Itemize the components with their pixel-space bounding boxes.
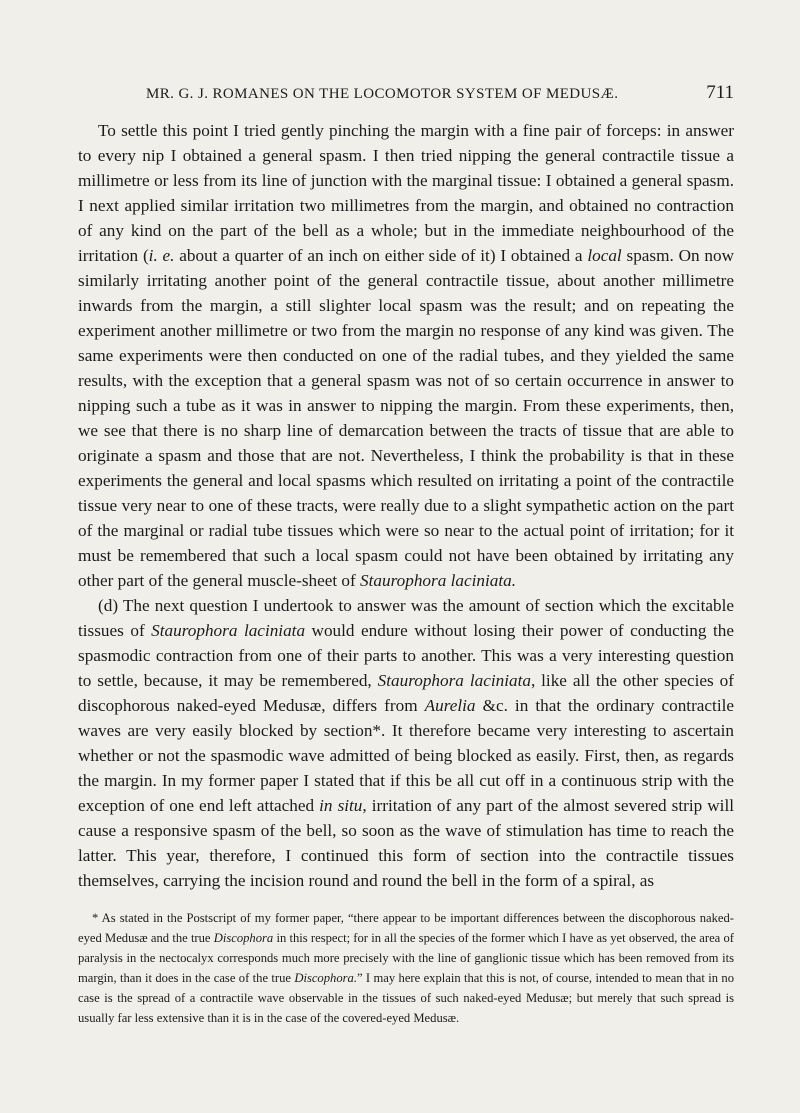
genus-name: Aurelia xyxy=(424,696,476,715)
text-run: The next question I undertook to answer was the amount of section which the excitable tissues of xyxy=(78,596,734,640)
taxon-name: Discophora xyxy=(213,931,274,945)
body-text xyxy=(78,118,734,893)
text-run: To settle this point I tried gently pinching the margin with a fine pair of forceps: in answer to every nip I obtained a general spasm. I then tried nipping the general contractile tissue a millimetre or less from its line of junction with the marginal tissue: I obtained a general spasm. I next applied similar irritation two millimetres from the margin, and obtained no contraction of any kind on the part of the bell as a whole; but in the immediate neighbourhood of the irritation ( xyxy=(78,121,734,265)
italic-text: i. e. xyxy=(148,246,175,265)
running-header xyxy=(146,82,734,104)
text-run: about a quarter of an inch on either side of it) I obtained a xyxy=(174,246,588,265)
text-run: &c. in that the ordinary contractile waves are very easily blocked by section*. It therefore became very interesting to ascertain whether or not the spasmodic wave admitted of being blocked as easily. First, then, as regards the margin. In my former paper I stated that if this be all cut off in a continuous strip with the exception of one end left attached xyxy=(78,696,734,815)
text-run: would endure without losing their power of conducting the spasmodic contraction from one of their parts to another. This was a very interesting question to settle, because, it may be remembered, xyxy=(78,621,734,690)
page-number: 711 xyxy=(706,82,734,103)
paragraph-1 xyxy=(78,118,734,593)
species-name: Staurophora laciniata xyxy=(151,621,306,640)
italic-text: in situ xyxy=(319,796,363,815)
section-label: (d) xyxy=(98,596,119,615)
species-name: Staurophora laciniata xyxy=(377,671,531,690)
text-run: spasm. On now similarly irritating another point of the general contractile tissue, about another millimetre inwards from the margin, a still slighter local spasm was the result; and on repeating the experiment another millimetre or two from the margin no response of any kind was given. The same experiments were then conducted on one of the radial tubes, and they yielded the same results, with the exception that a general spasm was not of so certain occurrence in answer to nipping such a tube as it was in answer to nipping the margin. From these experiments, then, we see that there is no sharp line of demarcation between the tracts of tissue that are able to originate a spasm and those that are not. Nevertheless, I think the probability is that in these experiments the general and local spasms which resulted on irritating a point of the contractile tissue very near to one of these tracts, were really due to a slight sympathetic action on the part of the marginal or radial tube tissues which were so near to the actual point of irritation; for it must be remembered that such a local spasm could not have been obtained by irritating any other part of the general muscle-sheet of xyxy=(78,246,734,590)
header-title: MR. G. J. ROMANES ON THE LOCOMOTOR SYSTEM OF MEDUSÆ. xyxy=(146,86,619,102)
footnote xyxy=(78,908,734,1028)
species-name: Staurophora laciniata. xyxy=(360,571,517,590)
text-run: ” I may here explain that this is not, of course, intended to mean that in no case is the spread of a contractile wave observable in the tissues of such naked-eyed Medusæ; but merely that such spread is usually far less extensive than it is in the case of the covered-eyed Medusæ. xyxy=(78,971,734,1025)
text-run: , irritation of any part of the almost severed strip will cause a responsive spasm of the bell, so soon as the wave of stimulation has time to reach the latter. This year, therefore, I continued this form of section into the contractile tissues themselves, carrying the incision round and round the bell in the form of a spiral, as xyxy=(78,796,735,890)
text-run: in this respect; for in all the species of the former which I have as yet observed, the area of paralysis in the nectocalyx corresponds much more precisely with the line of ganglionic tissue which has been removed from its margin, than it does in the case of the true xyxy=(78,931,734,985)
paragraph-2 xyxy=(78,593,734,893)
footnote-paragraph xyxy=(78,908,734,1028)
taxon-name: Discophora. xyxy=(294,971,357,985)
text-run: , like all the other species of discophorous naked-eyed Medusæ, differs from xyxy=(78,671,734,715)
italic-text: local xyxy=(587,246,622,265)
text-run: * As stated in the Postscript of my former paper, “there appear to be important differences between the discophorous naked-eyed Medusæ and the true xyxy=(78,911,734,945)
